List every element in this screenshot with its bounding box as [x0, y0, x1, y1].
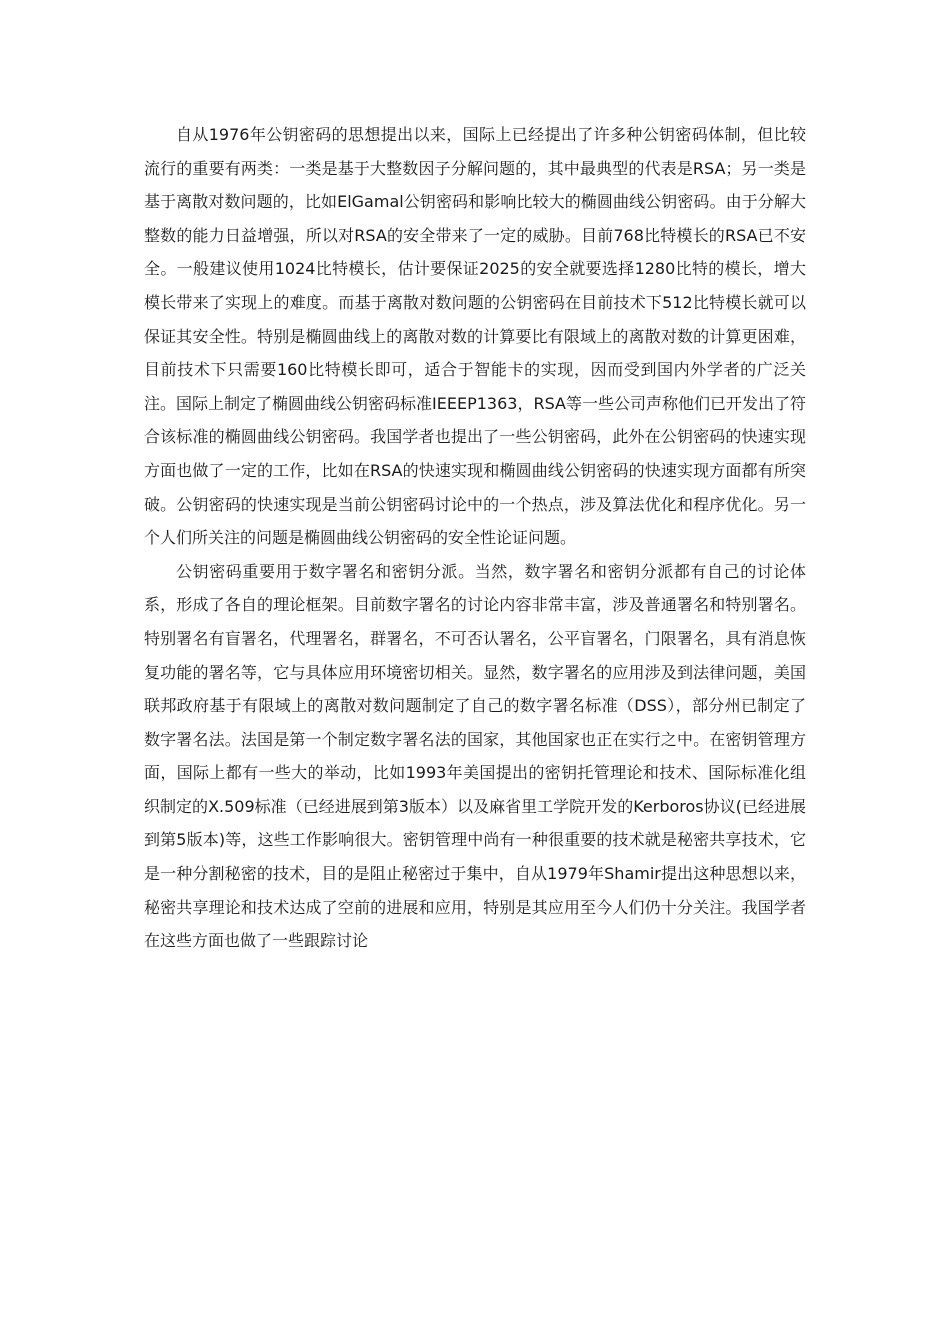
paragraph-signatures-key-management: 公钥密码重要用于数字署名和密钥分派。当然，数字署名和密钥分派都有自己的讨论体系，形成了各自的理论框架。目前数字署名的讨论内容非常丰富，涉及普通署名和特别署名。特别署名有盲署名，代理署名，群署名，不可否认署名，公平盲署名，门限署名，具有消息恢复功能的署名等，它与具体应用环境密切相关。显然，数字署名的应用涉及到法律问题，美国联邦政府基于有限域上的离散对数问题制定了自己的数字署名标准（DSS），部分州已制定了数字署名法。法国是第一个制定数字署名法的国家，其他国家也正在实行之中。在密钥管理方面，国际上都有一些大的举动，比如1993年美国提出的密钥托管理论和技术、国际标准化组织制定的X.509标准（已经进展到第3版本）以及麻省里工学院开发的Kerboros协议(已经进展到第5版本)等，这些工作影响很大。密钥管理中尚有一种很重要的技术就是秘密共享技术，它是一种分割秘密的技术，目的是阻止秘密过于集中，自从1979年Shamir提出这种思想以来，秘密共享理论和技术达成了空前的进展和应用，特别是其应用至今人们仍十分关注。我国学者在这些方面也做了一些跟踪讨论: [144, 561, 806, 951]
paragraph-public-key-cryptosystems: 自从1976年公钥密码的思想提出以来，国际上已经提出了许多种公钥密码体制，但比较流行的重要有两类：一类是基于大整数因子分解问题的，其中最典型的代表是RSA；另一类是基于离散对数问题的，比如ElGamal公钥密码和影响比较大的椭圆曲线公钥密码。由于分解大整数的能力日益增强，所以对RSA的安全带来了一定的威胁。目前768比特模长的RSA已不安全。一般建议使用1024比特模长，估计要保证2025的安全就要选择1280比特的模长，增大模长带来了实现上的难度。而基于离散对数问题的公钥密码在目前技术下512比特模长就可以保证其安全性。特别是椭圆曲线上的离散对数的计算要比有限域上的离散对数的计算更困难，目前技术下只需要160比特模长即可，适合于智能卡的实现，因而受到国内外学者的广泛关注。国际上制定了椭圆曲线公钥密码标准IEEEP1363，RSA等一些公司声称他们已开发出了符合该标准的椭圆曲线公钥密码。我国学者也提出了一些公钥密码，此外在公钥密码的快速实现方面也做了一定的工作，比如在RSA的快速实现和椭圆曲线公钥密码的快速实现方面都有所突破。公钥密码的快速实现是当前公钥密码讨论中的一个热点，涉及算法优化和程序优化。另一个人们所关注的问题是椭圆曲线公钥密码的安全性论证问题。: [144, 125, 806, 548]
document-body: [144, 118, 806, 958]
